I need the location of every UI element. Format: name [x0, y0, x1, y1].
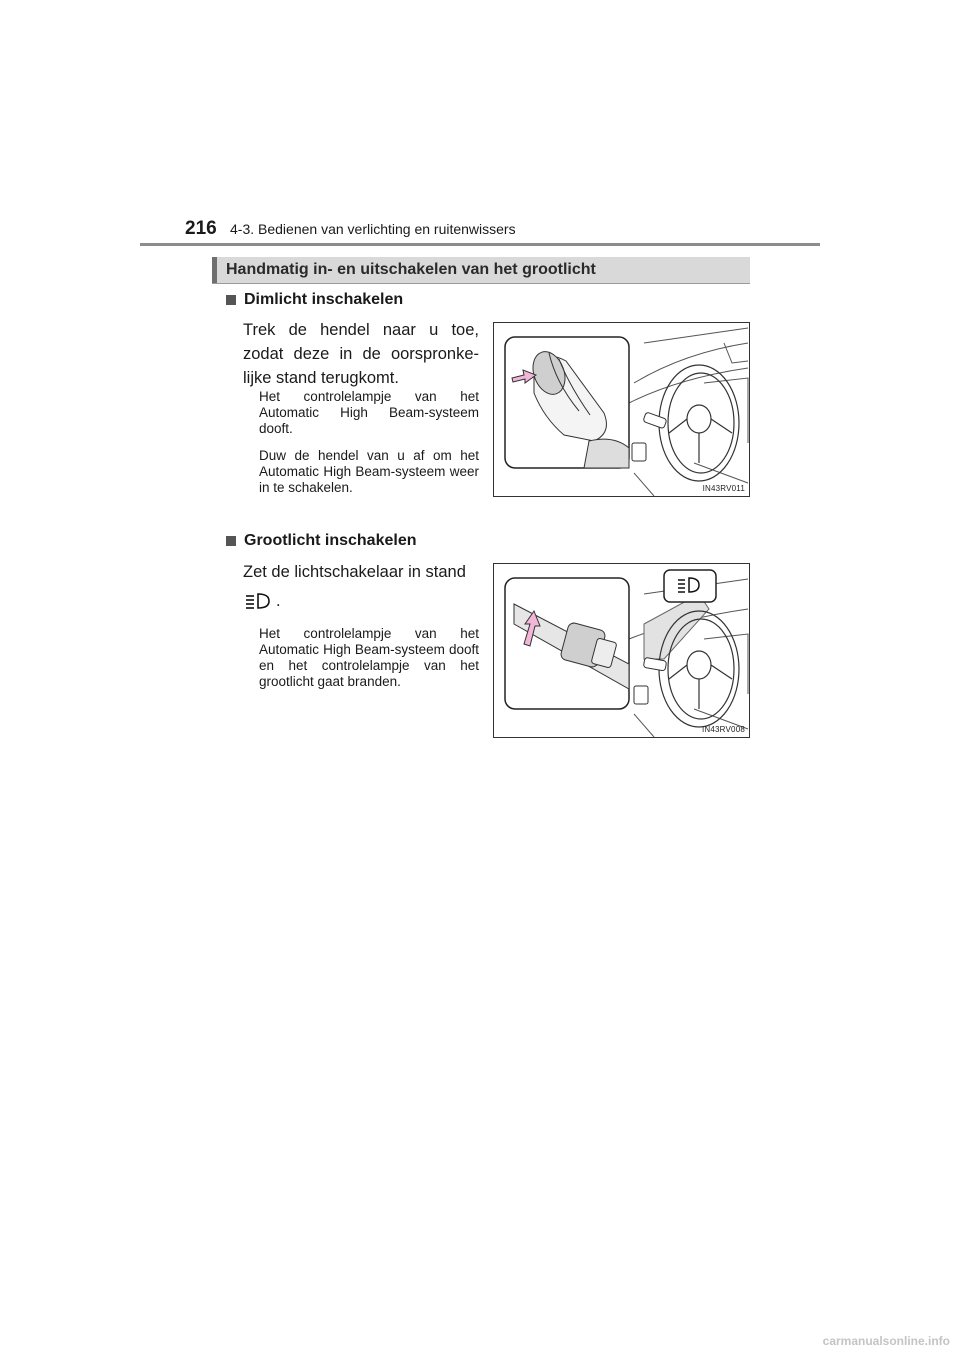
note-text: Het controlelampje van het Automatic High Beam-systeem dooft en het controlelampje van het grootlicht gaat branden. [259, 626, 479, 689]
lever-pull-drawing [494, 323, 749, 496]
page-number: 216 [185, 218, 217, 239]
instruction-icon-line [243, 589, 281, 613]
lever-push-drawing [494, 564, 749, 737]
subheading-text: Grootlicht inschakelen [244, 532, 417, 549]
note-text: Het controlelampje van het Automatic High Beam-systeem dooft. [259, 389, 479, 436]
header-rule [140, 243, 820, 246]
illustration-lever-push [493, 563, 750, 738]
watermark: carmanualsonline.info [822, 1334, 950, 1348]
square-bullet-icon [226, 295, 236, 305]
instruction-text: Trek de hendel naar u toe, zodat deze in de oorspronke-lijke stand terugkomt. [243, 321, 479, 387]
square-bullet-icon [226, 536, 236, 546]
subheading-text: Dimlicht inschakelen [244, 291, 404, 308]
high-beam-icon [243, 591, 273, 611]
section-heading-bar [212, 257, 750, 284]
subheading-high-beam [226, 532, 416, 550]
figure-code: IN43RV011 [702, 484, 745, 493]
section-title: Handmatig in- en uitschakelen van het grootlicht [226, 261, 596, 278]
illustration-lever-pull [493, 322, 750, 497]
instruction-text: Zet de lichtschakelaar in stand [243, 563, 466, 581]
instruction-suffix: . [276, 592, 281, 610]
figure-code: IN43RV008 [701, 725, 745, 734]
section-tab [212, 257, 217, 283]
subheading-low-beam [226, 291, 403, 309]
note-text: Duw de hendel van u af om het Automatic High Beam-systeem weer in te schakelen. [259, 448, 479, 495]
chapter-title: 4-3. Bedienen van verlichting en ruitenwissers [230, 221, 516, 237]
